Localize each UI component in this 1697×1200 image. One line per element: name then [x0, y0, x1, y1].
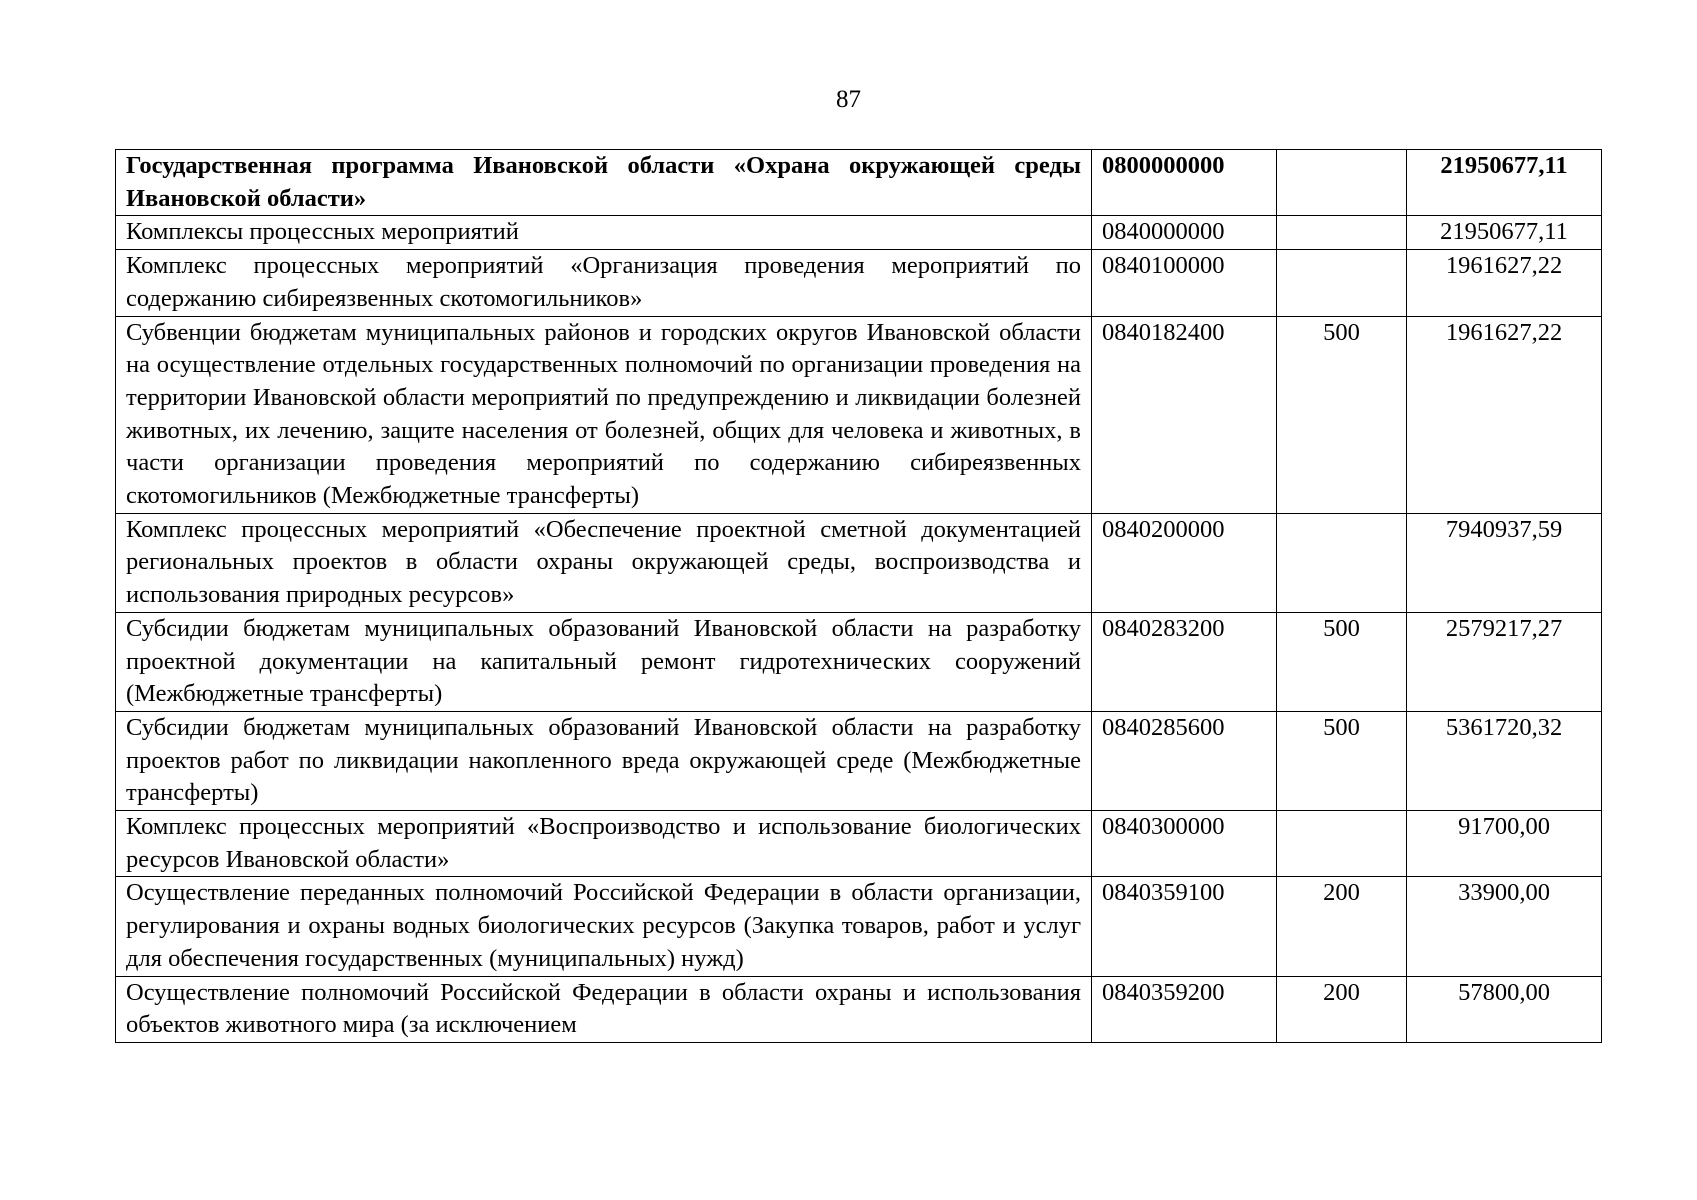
row-code: 0840300000 [1092, 811, 1277, 877]
table-row [116, 711, 1602, 810]
row-sum: 91700,00 [1407, 811, 1602, 877]
row-code: 0840200000 [1092, 513, 1277, 612]
row-sum: 1961627,22 [1407, 250, 1602, 316]
row-type: 500 [1277, 711, 1407, 810]
table-row [116, 250, 1602, 316]
row-name: Осуществление переданных полномочий Российской Федерации в области организации, регулирования и охраны водных биологических ресурсов (Закупка товаров, работ и услуг для обеспечения государственных (муниципальных) нужд) [116, 877, 1092, 976]
row-name: Комплекс процессных мероприятий «Обеспечение проектной сметной документацией региональных проектов в области охраны окружающей среды, воспроизводства и использования природных ресурсов» [116, 513, 1092, 612]
table-row [116, 216, 1602, 250]
row-type [1277, 216, 1407, 250]
row-sum: 7940937,59 [1407, 513, 1602, 612]
row-name: Осуществление полномочий Российской Федерации в области охраны и использования объектов животного мира (за исключением [116, 976, 1092, 1042]
row-type [1277, 150, 1407, 216]
table-row [116, 877, 1602, 976]
row-sum: 2579217,27 [1407, 612, 1602, 711]
row-name: Субсидии бюджетам муниципальных образований Ивановской области на разработку проектов работ по ликвидации накопленного вреда окружающей среде (Межбюджетные трансферты) [116, 711, 1092, 810]
page-number: 87 [836, 86, 861, 113]
table-row [116, 513, 1602, 612]
row-type [1277, 250, 1407, 316]
row-name: Комплекс процессных мероприятий «Воспроизводство и использование биологических ресурсов Ивановской области» [116, 811, 1092, 877]
row-name: Комплекс процессных мероприятий «Организация проведения мероприятий по содержанию сибиреязвенных скотомогильников» [116, 250, 1092, 316]
row-code: 0840000000 [1092, 216, 1277, 250]
row-code: 0840283200 [1092, 612, 1277, 711]
row-type: 500 [1277, 612, 1407, 711]
row-type [1277, 811, 1407, 877]
table-row [116, 976, 1602, 1042]
row-code: 0840285600 [1092, 711, 1277, 810]
table-row [116, 612, 1602, 711]
row-sum: 1961627,22 [1407, 316, 1602, 513]
row-code: 0840100000 [1092, 250, 1277, 316]
row-type: 200 [1277, 877, 1407, 976]
table-row [116, 316, 1602, 513]
row-type [1277, 513, 1407, 612]
row-sum: 33900,00 [1407, 877, 1602, 976]
row-code: 0840182400 [1092, 316, 1277, 513]
row-sum: 5361720,32 [1407, 711, 1602, 810]
row-code: 0840359100 [1092, 877, 1277, 976]
budget-table [115, 149, 1602, 1043]
row-code: 0840359200 [1092, 976, 1277, 1042]
row-name: Субвенции бюджетам муниципальных районов и городских округов Ивановской области на осуществление отдельных государственных полномочий по организации проведения на территории Ивановской области мероприятий по предупреждению и ликвидации болезней животных, их лечению, защите населения от болезней, общих для человека и животных, в части организации проведения мероприятий по содержанию сибиреязвенных скотомогильников (Межбюджетные трансферты) [116, 316, 1092, 513]
table-row [116, 811, 1602, 877]
table-row [116, 150, 1602, 216]
row-name: Комплексы процессных мероприятий [116, 216, 1092, 250]
row-code: 0800000000 [1092, 150, 1277, 216]
row-sum: 57800,00 [1407, 976, 1602, 1042]
row-name: Субсидии бюджетам муниципальных образований Ивановской области на разработку проектной документации на капитальный ремонт гидротехнических сооружений (Межбюджетные трансферты) [116, 612, 1092, 711]
row-sum: 21950677,11 [1407, 150, 1602, 216]
row-sum: 21950677,11 [1407, 216, 1602, 250]
row-type: 200 [1277, 976, 1407, 1042]
row-type: 500 [1277, 316, 1407, 513]
row-name: Государственная программа Ивановской области «Охрана окружающей среды Ивановской области» [116, 150, 1092, 216]
